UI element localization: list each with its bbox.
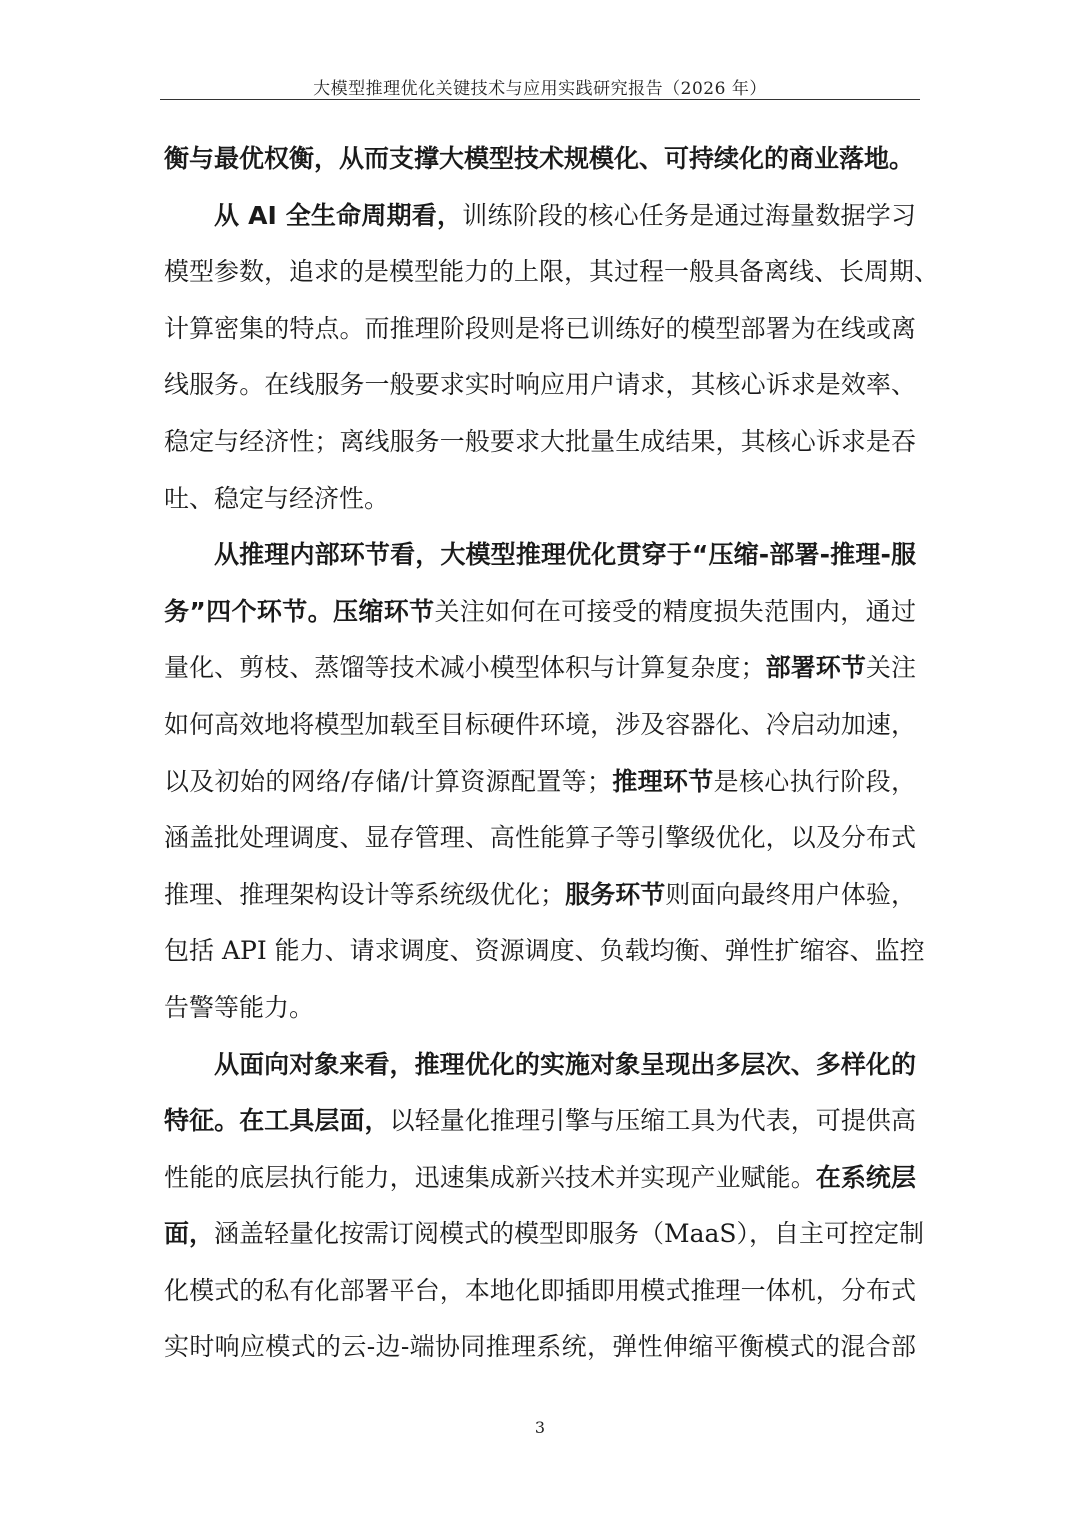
text-segment: 以轻量化推理引擎与压缩工具为代表，可提供高 bbox=[389, 1106, 916, 1136]
text-line bbox=[164, 1037, 916, 1094]
text-line bbox=[164, 1093, 916, 1150]
text-line bbox=[164, 1150, 916, 1207]
text-line bbox=[164, 640, 916, 697]
text-line bbox=[164, 1319, 916, 1376]
bold-text-segment: 推理环节 bbox=[611, 766, 714, 796]
text-segment: 关注如何在可接受的精度损失范围内，通过 bbox=[434, 596, 916, 626]
text-segment: 是核心执行阶段， bbox=[713, 766, 916, 796]
bold-text-segment: 务”四个环节。压缩环节 bbox=[164, 596, 435, 626]
text-line bbox=[164, 1263, 916, 1320]
text-segment: 涵盖批处理调度、显存管理、高性能算子等引擎级优化，以及分布式 bbox=[164, 823, 916, 853]
page-number: 3 bbox=[534, 1418, 546, 1437]
text-line bbox=[164, 188, 916, 245]
text-segment: 推理、推理架构设计等系统级优化； bbox=[164, 879, 566, 909]
text-line bbox=[164, 980, 916, 1037]
text-segment: 实时响应模式的云-边-端协同推理系统，弹性伸缩平衡模式的混合部 bbox=[164, 1332, 916, 1362]
text-segment: 线服务。在线服务一般要求实时响应用户请求，其核心诉求是效率、 bbox=[164, 370, 916, 400]
text-line bbox=[164, 810, 916, 867]
text-line bbox=[164, 923, 925, 980]
text-line bbox=[164, 414, 916, 471]
text-segment: 性能的底层执行能力，迅速集成新兴技术并实现产业赋能。 bbox=[164, 1162, 816, 1192]
text-line bbox=[164, 301, 916, 358]
header-divider bbox=[160, 99, 920, 100]
text-segment: 稳定与经济性；离线服务一般要求大批量生成结果，其核心诉求是吞 bbox=[164, 426, 916, 456]
text-segment: 包括 API 能力、请求调度、资源调度、负载均衡、弹性扩缩容、监控 bbox=[164, 936, 925, 966]
bold-text-segment: 从面向对象来看，推理优化的实施对象呈现出多层次、多样化的 bbox=[214, 1049, 916, 1079]
text-segment: 化模式的私有化部署平台，本地化即插即用模式推理一体机，分布式 bbox=[164, 1275, 916, 1305]
bold-text-segment: 部署环节 bbox=[765, 653, 866, 683]
text-segment: 关注 bbox=[865, 653, 916, 683]
text-line bbox=[164, 754, 916, 811]
text-segment: 以及初始的网络/存储/计算资源配置等； bbox=[164, 766, 612, 796]
text-line bbox=[164, 357, 916, 414]
bold-text-segment: 从 AI 全生命周期看， bbox=[214, 200, 463, 230]
text-segment: 训练阶段的核心任务是通过海量数据学习 bbox=[462, 200, 916, 230]
text-segment: 吐、稳定与经济性。 bbox=[164, 483, 390, 513]
text-segment: 则面向最终用户体验， bbox=[665, 879, 916, 909]
bold-text-segment: 特征。在工具层面， bbox=[164, 1106, 390, 1136]
text-segment: 模型参数，追求的是模型能力的上限，其过程一般具备离线、长周期、 bbox=[164, 257, 940, 287]
text-segment: 计算密集的特点。而推理阶段则是将已训练好的模型部署为在线或离 bbox=[164, 313, 916, 343]
bold-text-segment: 从推理内部环节看，大模型推理优化贯穿于“压缩-部署-推理-服 bbox=[214, 540, 916, 570]
text-line bbox=[164, 131, 916, 188]
text-segment: 涵盖轻量化按需订阅模式的模型即服务（MaaS），自主可控定制 bbox=[214, 1219, 925, 1249]
text-line bbox=[164, 867, 916, 924]
text-segment: 告警等能力。 bbox=[164, 992, 315, 1022]
running-header: 大模型推理优化关键技术与应用实践研究报告（2026 年） bbox=[313, 79, 767, 99]
text-line bbox=[164, 697, 916, 754]
bold-text-segment: 在系统层 bbox=[815, 1162, 916, 1192]
text-line bbox=[164, 471, 916, 528]
text-line bbox=[164, 244, 940, 301]
text-segment: 如何高效地将模型加载至目标硬件环境，涉及容器化、冷启动加速， bbox=[164, 709, 916, 739]
bold-text-segment: 面， bbox=[164, 1219, 215, 1249]
bold-text-segment: 服务环节 bbox=[565, 879, 666, 909]
text-line bbox=[164, 527, 916, 584]
body-text bbox=[164, 131, 940, 1376]
text-line bbox=[164, 584, 916, 641]
text-segment: 量化、剪枝、蒸馏等技术减小模型体积与计算复杂度； bbox=[164, 653, 766, 683]
bold-text-segment: 衡与最优权衡，从而支撑大模型技术规模化、可持续化的商业落地。 bbox=[164, 144, 915, 173]
text-line bbox=[164, 1206, 925, 1263]
